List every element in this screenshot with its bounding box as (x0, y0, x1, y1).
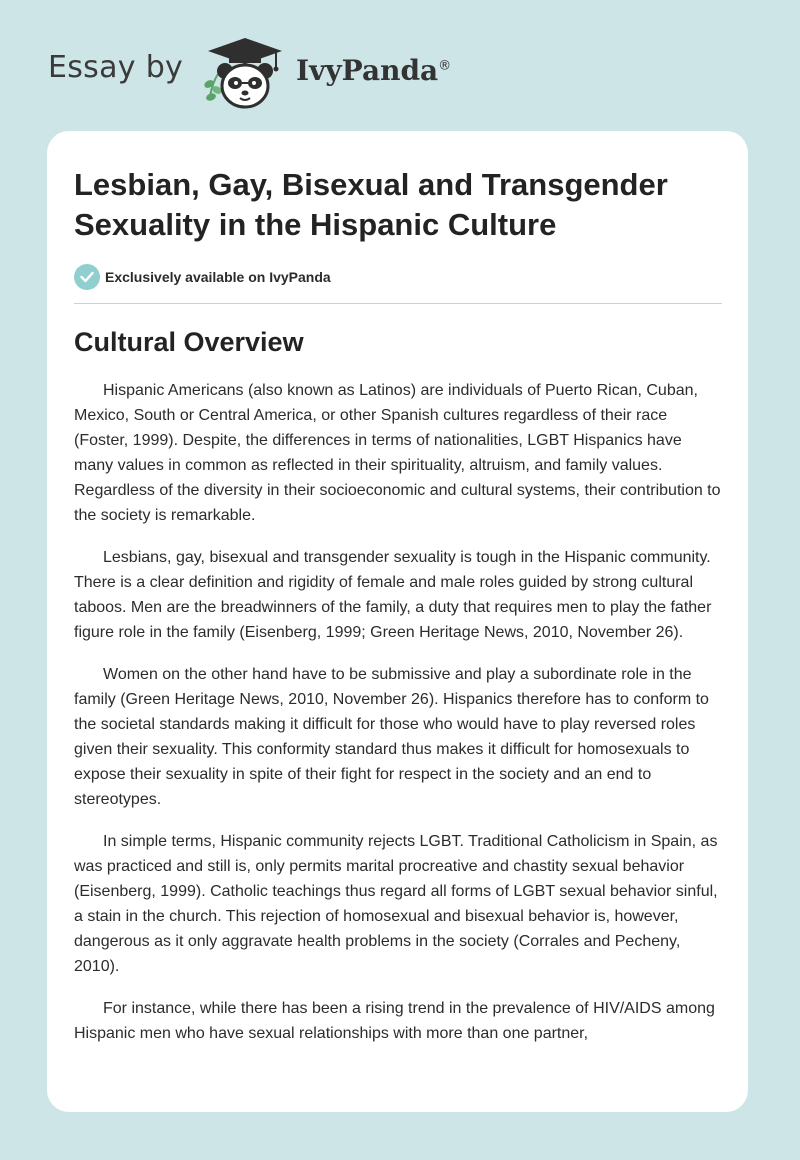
check-circle-icon (74, 264, 100, 290)
paragraph: Women on the other hand have to be submissive and play a subordinate role in the family (Green Heritage News, 2010, November 26). Hispanics therefore has to conform to the societal standards making it difficult for those who would have to play reversed roles given their sexuality. This conformity standard thus makes it difficult for homosexuals to expose their sexuality in spite of their fight for respect in the society and an end to stereotypes. (74, 666, 709, 808)
exclusive-badge-label: Exclusively available on IvyPanda (105, 269, 331, 285)
divider (74, 303, 722, 304)
brand-name: IvyPanda (296, 54, 439, 87)
site-header (0, 0, 800, 130)
section-heading: Cultural Overview (74, 327, 304, 357)
paragraph: In simple terms, Hispanic community rejects LGBT. Traditional Catholicism in Spain, as was practiced and still is, only permits marital procreative and chastity sexual behavior (Eisenberg, 1999). Catholic teachings thus regard all forms of LGBT sexual behavior sinful, a stain in the church. This rejection of homosexual and bisexual behavior is, however, dangerous as it only aggravate health problems in the society (Corrales and Pecheny, 2010). (74, 833, 718, 975)
registered-mark: ® (438, 58, 452, 74)
essay-body (74, 378, 724, 1063)
brand-wordmark[interactable] (296, 54, 451, 87)
panda-graduate-icon[interactable] (200, 34, 290, 112)
essay-by-label: Essay by (48, 50, 184, 85)
essay-card (47, 131, 748, 1112)
essay-title: Lesbian, Gay, Bisexual and Transgender Sexuality in the Hispanic Culture (74, 167, 668, 242)
paragraph: Lesbians, gay, bisexual and transgender sexuality is tough in the Hispanic community. There is a clear definition and rigidity of female and male roles guided by strong cultural taboos. Men are the breadwinners of the family, a duty that requires men to play the father figure role in the family (Eisenberg, 1999; Green Heritage News, 2010, November 26). (74, 549, 712, 641)
paragraph: Hispanic Americans (also known as Latinos) are individuals of Puerto Rican, Cuban, Mexico, South or Central America, or other Spanish cultures regardless of their race (Foster, 1999). Despite, the differences in terms of nationalities, LGBT Hispanics have many values in common as reflected in their spirituality, altruism, and family values. Regardless of the diversity in their socioeconomic and cultural systems, their contribution to the society is remarkable. (74, 382, 721, 524)
paragraph: For instance, while there has been a rising trend in the prevalence of HIV/AIDS among Hispanic men who have sexual relationships with more than one partner, (74, 1000, 715, 1042)
